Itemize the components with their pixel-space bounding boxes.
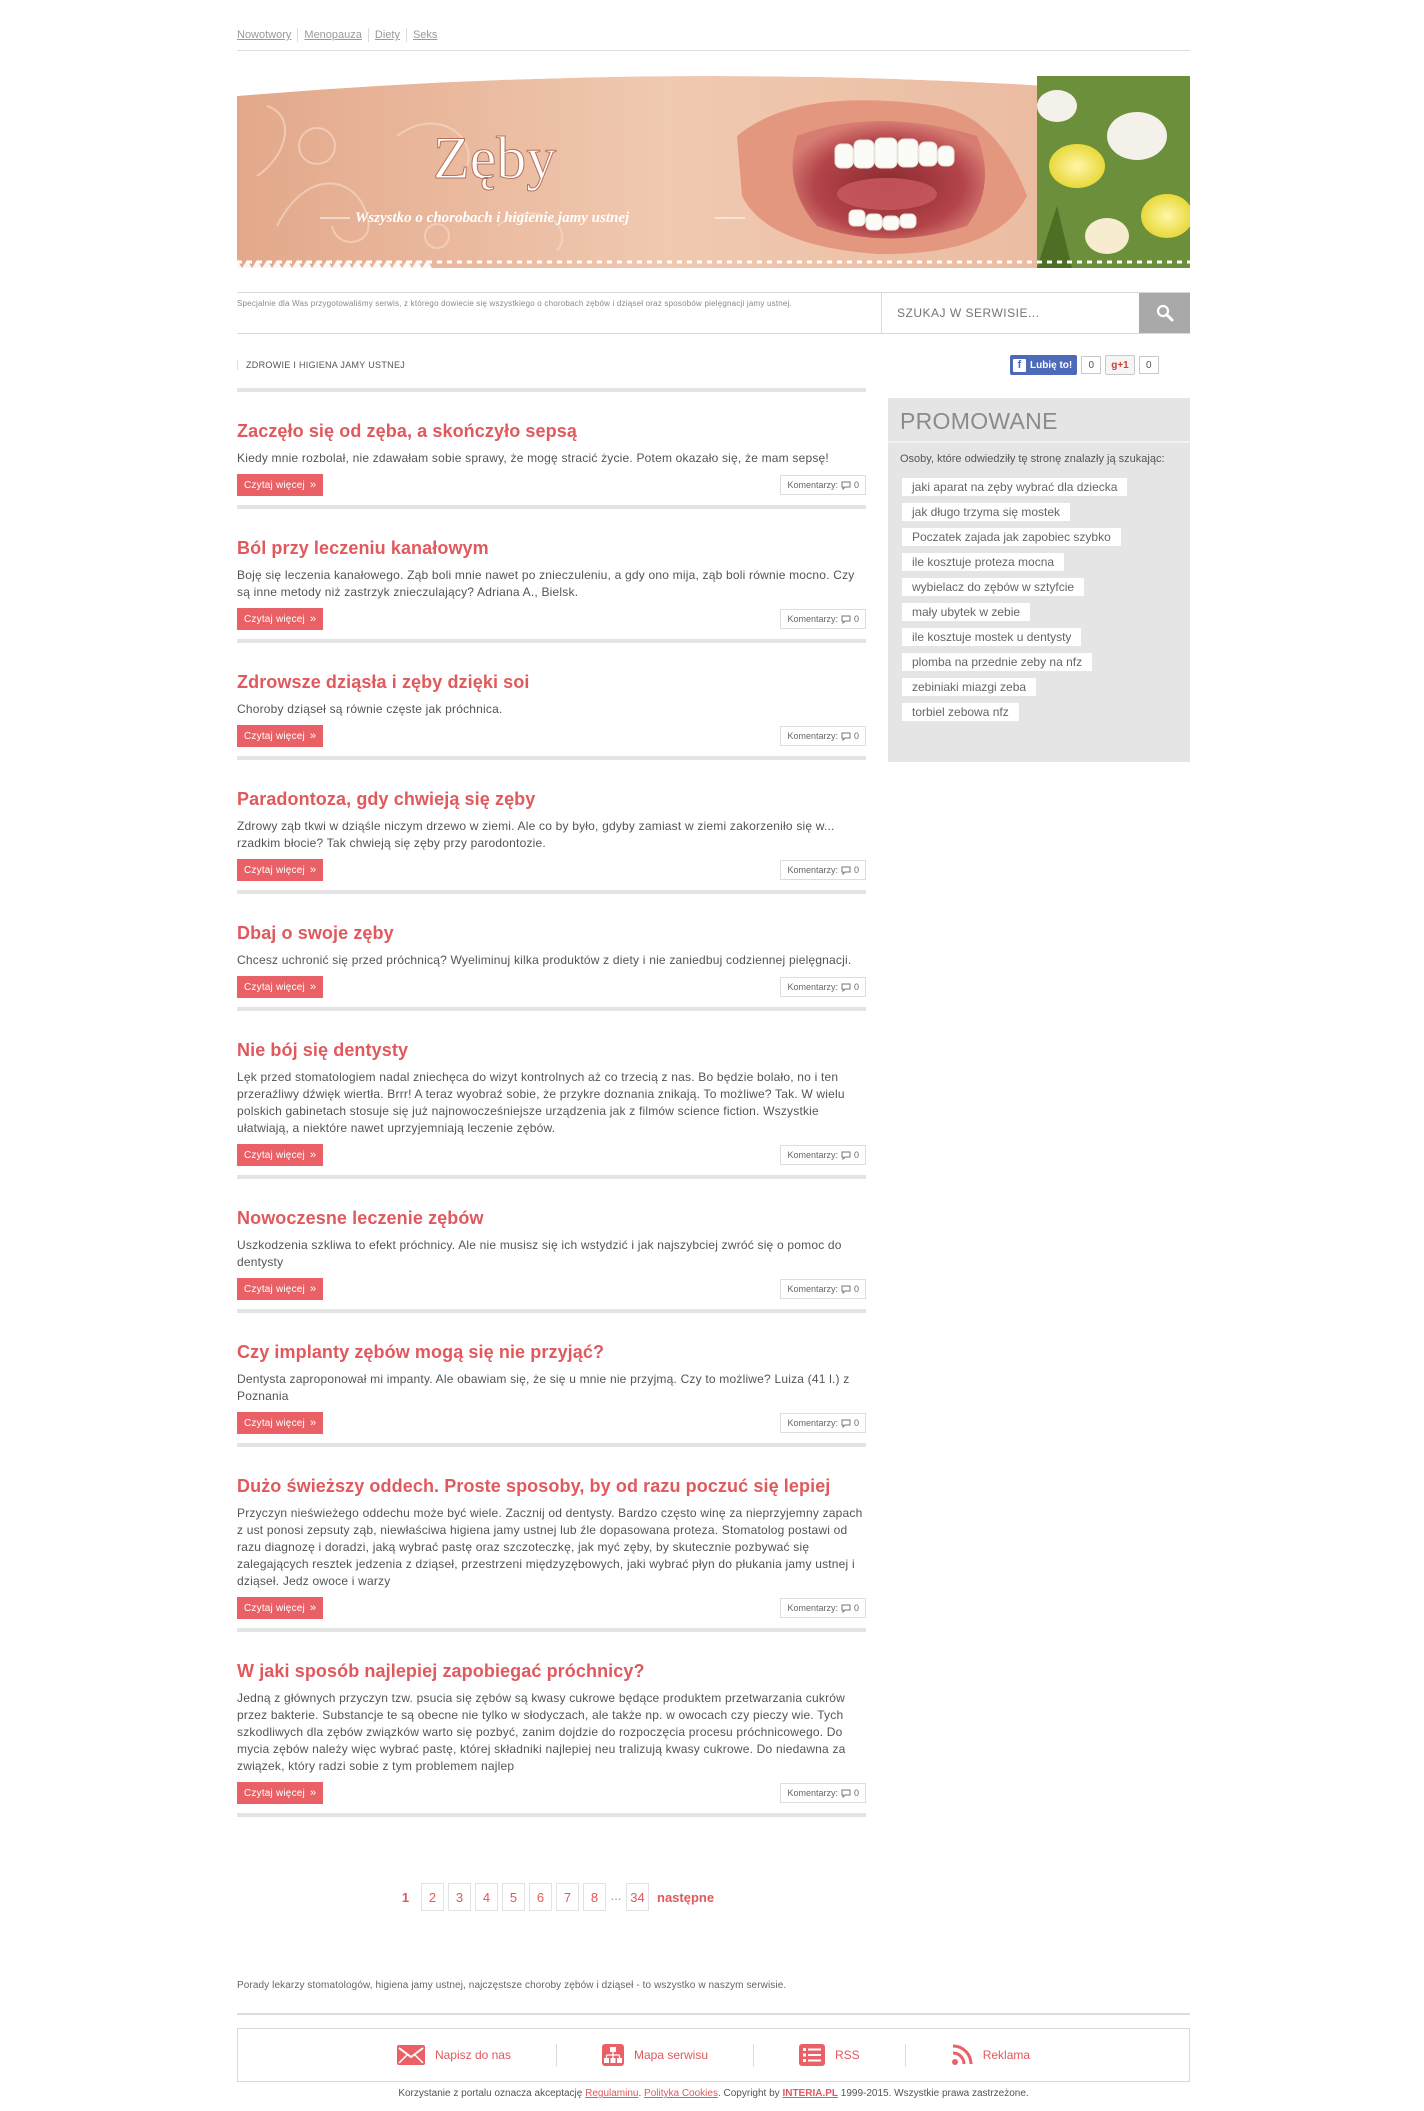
facebook-like-button[interactable] [1010, 355, 1077, 375]
speech-bubble-icon [841, 481, 851, 490]
article-item [237, 1175, 866, 1300]
speech-bubble-icon [841, 1151, 851, 1160]
comments-count[interactable] [780, 977, 866, 997]
footer-link-contact[interactable] [352, 2044, 556, 2066]
intro-bar [237, 292, 1190, 334]
double-chevron-icon: » [309, 1417, 317, 1429]
double-chevron-icon: » [309, 730, 317, 742]
facebook-like-count: 0 [1081, 356, 1101, 374]
breadcrumb-row [237, 354, 1190, 376]
comments-count[interactable] [780, 860, 866, 880]
terms-link[interactable]: Regulaminu [585, 2088, 639, 2099]
footer-description: Porady lekarzy stomatologów, higiena jamy ustnej, najczęstsze choroby zębów i dziąseł - to wszystko w naszym serwisie. [237, 1980, 787, 1991]
comments-label: Komentarzy: [787, 731, 838, 741]
article-excerpt: Uszkodzenia szkliwa to efekt próchnicy. Ale nie musisz się ich wstydzić i jak najszybciej zwróć się o pomoc do dentysty [237, 1238, 842, 1269]
speech-bubble-icon [841, 732, 851, 741]
article-footer [237, 1412, 866, 1434]
read-more-button[interactable] [237, 976, 323, 998]
topnav-link-nowotwory[interactable]: Nowotwory [237, 29, 292, 41]
article-footer [237, 608, 866, 630]
footer-links [237, 2028, 1190, 2082]
page-link-6[interactable]: 6 [529, 1883, 552, 1911]
article-footer [237, 859, 866, 881]
social-buttons [1010, 355, 1159, 375]
speech-bubble-icon [841, 866, 851, 875]
article-footer [237, 1782, 866, 1804]
comments-count[interactable] [780, 1598, 866, 1618]
page-ellipsis: ... [610, 1888, 622, 1903]
page-current: 1 [401, 1889, 410, 1905]
footer-link-rss-label: RSS [835, 2048, 860, 2062]
comments-label: Komentarzy: [787, 982, 838, 992]
article-item [237, 639, 866, 747]
speech-bubble-icon [841, 1789, 851, 1798]
comments-number: 0 [853, 1284, 859, 1294]
speech-bubble-icon [841, 1604, 851, 1613]
comments-count[interactable] [780, 726, 866, 746]
google-plus-icon: g [1111, 359, 1118, 371]
footer-link-ads-label: Reklama [982, 2048, 1031, 2062]
speech-bubble-icon [841, 983, 851, 992]
top-nav [237, 28, 1190, 51]
comments-label: Komentarzy: [787, 480, 838, 490]
facebook-like-label: Lubię to! [1030, 359, 1073, 371]
read-more-button[interactable] [237, 1597, 323, 1619]
footer-divider [237, 2013, 1190, 2015]
double-chevron-icon: » [309, 1787, 317, 1799]
page-link-3[interactable]: 3 [448, 1883, 471, 1911]
article-title[interactable]: W jaki sposób najlepiej zapobiegać próchnicy? [237, 1661, 645, 1681]
comments-count[interactable] [780, 475, 866, 495]
read-more-button[interactable] [237, 1782, 323, 1804]
page-link-8[interactable]: 8 [583, 1883, 606, 1911]
copyright-post: 1999-2015. Wszystkie prawa zastrzeżone. [840, 2088, 1029, 2099]
comments-label: Komentarzy: [787, 1150, 838, 1160]
article-title[interactable]: Zdrowsze dziąsła i zęby dzięki soi [237, 672, 530, 692]
article-item [237, 388, 866, 496]
page-link-7[interactable]: 7 [556, 1883, 579, 1911]
comments-count[interactable] [780, 1783, 866, 1803]
article-item [237, 1443, 866, 1619]
comments-number: 0 [853, 1418, 859, 1428]
comments-number: 0 [853, 1788, 859, 1798]
page-link-5[interactable]: 5 [502, 1883, 525, 1911]
search-tag[interactable]: jak długo trzyma się mostek [902, 503, 1070, 521]
search-tag[interactable]: jaki aparat na zęby wybrać dla dziecka [902, 478, 1127, 496]
article-excerpt: Przyczyn nieświeżego oddechu może być wiele. Zacznij od dentysty. Bardzo często winę za nieprzyjemny zapach z ust ponosi zepsuty ząb, niewłaściwa higiena jamy ustnej lub źle dopasowana proteza. Stomatolog postawi od razu diagnozę i doradzi, jaką wybrać pastę oraz szczoteczkę, jak myć zęby, by skutecznie pozbywać się zalegających resztek jedzenia z dziąseł, przestrzeni międzyzębowych, jaki wybrać płyn do płukania jamy ustnej i dziąseł. Jedz owoce i warzy [237, 1506, 863, 1588]
comments-label: Komentarzy: [787, 1788, 838, 1798]
article-item [237, 505, 866, 630]
comments-count[interactable] [780, 1145, 866, 1165]
list-end-divider [237, 1813, 866, 1817]
copyright-mid: . Copyright by [717, 2088, 780, 2099]
promoted-sidebar [888, 398, 1190, 762]
comments-number: 0 [853, 1603, 859, 1613]
copyright-pre: Korzystanie z portalu oznacza akceptację [398, 2088, 583, 2099]
footer-link-contact-label: Napisz do nas [434, 2048, 511, 2062]
article-excerpt: Choroby dziąseł są równie częste jak próchnica. [237, 702, 503, 716]
read-more-button[interactable] [237, 859, 323, 881]
read-more-button[interactable] [237, 1278, 323, 1300]
read-more-label: Czytaj więcej [244, 1149, 305, 1161]
speech-bubble-icon [841, 1285, 851, 1294]
comments-label: Komentarzy: [787, 1603, 838, 1613]
banner-title: Zęby [433, 125, 557, 191]
facebook-icon: f [1013, 359, 1026, 372]
read-more-label: Czytaj więcej [244, 1602, 305, 1614]
search-tag[interactable]: mały ubytek w zebie [902, 603, 1030, 621]
breadcrumb[interactable]: ZDROWIE I HIGIENA JAMY USTNEJ [237, 360, 405, 370]
cookie-policy-link[interactable]: Polityka Cookies [644, 2088, 718, 2099]
read-more-label: Czytaj więcej [244, 981, 305, 993]
read-more-label: Czytaj więcej [244, 1283, 305, 1295]
article-title[interactable]: Dużo świeższy oddech. Proste sposoby, by od razu poczuć się lepiej [237, 1476, 831, 1496]
page-link-2[interactable]: 2 [421, 1883, 444, 1911]
article-item [237, 756, 866, 881]
search-input[interactable] [882, 293, 1139, 333]
double-chevron-icon: » [309, 1283, 317, 1295]
comments-number: 0 [853, 865, 859, 875]
read-more-label: Czytaj więcej [244, 730, 305, 742]
search-tag[interactable]: wybielacz do zębów w sztyfcie [902, 578, 1084, 596]
article-excerpt: Jedną z głównych przyczyn tzw. psucia się zębów są kwasy cukrowe będące produktem przetwarzania cukrów przez bakterie. Substancje te są obecne nie tylko w słodyczach, ale także np. w owocach czy pieczy wie. Tych szkodliwych dla zębów związków warto się pozbyć, zanim dojdzie do rozpoczęcia procesu próchnicowego. Do mycia zębów należy więc wybrać pastę, której składniki najlepiej neu tralizują kwasy cukrowe. Do niedawna za związek, który radzi sobie z tym problemem najlep [237, 1691, 846, 1773]
double-chevron-icon: » [309, 479, 317, 491]
double-chevron-icon: » [309, 864, 317, 876]
read-more-label: Czytaj więcej [244, 613, 305, 625]
search-tag[interactable]: zebiniaki miazgi zeba [902, 678, 1036, 696]
comments-label: Komentarzy: [787, 865, 838, 875]
read-more-button[interactable] [237, 608, 323, 630]
comments-number: 0 [853, 982, 859, 992]
footer-link-sitemap-label: Mapa serwisu [633, 2048, 709, 2062]
sitemap-icon [602, 2044, 624, 2066]
double-chevron-icon: » [309, 613, 317, 625]
search-tags [888, 466, 1190, 721]
article-footer [237, 1597, 866, 1619]
speech-bubble-icon [841, 615, 851, 624]
next-page-link[interactable]: następne [657, 1889, 715, 1905]
search-tag[interactable]: Poczatek zajada jak zapobiec szybko [902, 528, 1121, 546]
topnav-link-diety[interactable]: Diety [368, 28, 406, 42]
double-chevron-icon: » [309, 1602, 317, 1614]
comments-label: Komentarzy: [787, 1418, 838, 1428]
search-button[interactable] [1139, 293, 1190, 333]
article-title[interactable]: Czy implanty zębów mogą się nie przyjąć? [237, 1342, 605, 1362]
article-footer [237, 474, 866, 496]
read-more-button[interactable] [237, 474, 323, 496]
comments-number: 0 [853, 614, 859, 624]
page-link-4[interactable]: 4 [475, 1883, 498, 1911]
interia-link[interactable]: INTERIA.PL [782, 2088, 839, 2099]
article-item [237, 1309, 866, 1434]
comments-number: 0 [853, 731, 859, 741]
read-more-button[interactable] [237, 725, 323, 747]
search-tag[interactable]: ile kosztuje proteza mocna [902, 553, 1064, 571]
article-excerpt: Dentysta zaproponował mi impanty. Ale obawiam się, że się u mnie nie przyjmą. Czy to możliwe? Luiza (41 l.) z Poznania [237, 1372, 850, 1403]
article-list [237, 388, 866, 1817]
comments-count[interactable] [780, 1279, 866, 1299]
sidebar-intro: Osoby, które odwiedziły tę stronę znalazły ją szukając: [900, 453, 1165, 465]
topnav-link-seks[interactable]: Seks [406, 28, 443, 42]
article-title[interactable]: Nowoczesne leczenie zębów [237, 1208, 484, 1228]
article-excerpt: Boję się leczenia kanałowego. Ząb boli mnie nawet po znieczuleniu, a gdy ono mija, ząb boli równie mocno. Czy są inne metody niż zastrzyk znieczulający? Adriana A., Bielsk. [237, 568, 855, 599]
search-tag[interactable]: torbiel zebowa nfz [902, 703, 1019, 721]
footer-link-ads[interactable] [905, 2044, 1075, 2066]
comments-label: Komentarzy: [787, 614, 838, 624]
google-plus-button[interactable] [1105, 355, 1135, 375]
list-icon [799, 2044, 825, 2066]
pagination [394, 1883, 714, 1911]
comments-count[interactable] [780, 609, 866, 629]
read-more-label: Czytaj więcej [244, 1417, 305, 1429]
double-chevron-icon: » [309, 981, 317, 993]
search-box [881, 293, 1139, 333]
article-footer [237, 1278, 866, 1300]
read-more-label: Czytaj więcej [244, 1787, 305, 1799]
article-title[interactable]: Paradontoza, gdy chwieją się zęby [237, 789, 536, 809]
article-excerpt: Lęk przed stomatologiem nadal zniechęca do wizyt kontrolnych aż co trzecią z nas. Bo będzie bolało, no i ten przeraźliwy dźwięk wiertła. Brrr! A teraz wyobraź sobie, że przykre doznania znikają. To możliwe? Tak. W wielu polskich gabinetach stosuje się już najnowocześniejsze urządzenia jak z filmów science fiction. Wszystkie ułatwiają, a niektóre nawet uprzyjemniają leczenie zębów. [237, 1070, 845, 1135]
article-item [237, 890, 866, 998]
google-plus-label: +1 [1117, 359, 1129, 371]
comments-number: 0 [853, 480, 859, 490]
copyright: Korzystanie z portalu oznacza akceptację Regulaminu. Polityka Cookies. Copyright by INTERIA.PL 1999-2015. Wszystkie prawa zastrzeżone. [398, 2088, 1029, 2099]
site-intro: Specjalnie dla Was przygotowaliśmy serwis, z którego dowiecie się wszystkiego o chorobach zębów i dziąseł oraz sposobów pielęgnacji jamy ustnej. [237, 299, 792, 308]
sidebar-title: PROMOWANE [888, 398, 1190, 443]
comments-label: Komentarzy: [787, 1284, 838, 1294]
speech-bubble-icon [841, 1419, 851, 1428]
page-link-last[interactable]: 34 [626, 1883, 649, 1911]
double-chevron-icon: » [309, 1149, 317, 1161]
comments-count[interactable] [780, 1413, 866, 1433]
article-title[interactable]: Dbaj o swoje zęby [237, 923, 394, 943]
article-footer [237, 725, 866, 747]
article-footer [237, 976, 866, 998]
topnav-link-menopauza[interactable]: Menopauza [297, 28, 368, 42]
article-excerpt: Zdrowy ząb tkwi w dziąśle niczym drzewo w ziemi. Ale co by było, gdyby zamiast w ziemi zakorzeniło się w... rzadkim błocie? Tak chwieją się zęby przy parodontozie. [237, 819, 835, 850]
footer-link-sitemap[interactable] [556, 2044, 753, 2066]
banner-tagline: Wszystko o chorobach i higienie jamy ustnej [355, 210, 630, 226]
article-item [237, 1628, 866, 1804]
banner-image [237, 76, 1190, 268]
search-tag[interactable]: plomba na przednie zeby na nfz [902, 653, 1092, 671]
article-title[interactable]: Nie bój się dentysty [237, 1040, 409, 1060]
read-more-label: Czytaj więcej [244, 864, 305, 876]
rss-icon [951, 2044, 973, 2066]
article-excerpt: Chcesz uchronić się przed próchnicą? Wyeliminuj kilka produktów z diety i nie zaniedbuj codziennej pielęgnacji. [237, 953, 852, 967]
footer-link-rss[interactable] [753, 2044, 905, 2066]
article-title[interactable]: Ból przy leczeniu kanałowym [237, 538, 489, 558]
search-icon [1156, 304, 1174, 322]
google-plus-count: 0 [1139, 356, 1159, 374]
article-excerpt: Kiedy mnie rozbolał, nie zdawałam sobie sprawy, że mogę stracić życie. Potem okazało się, że mam sepsę! [237, 451, 829, 465]
search-tag[interactable]: ile kosztuje mostek u dentysty [902, 628, 1081, 646]
read-more-button[interactable] [237, 1144, 323, 1166]
article-footer [237, 1144, 866, 1166]
article-title[interactable]: Zaczęło się od zęba, a skończyło sepsą [237, 421, 577, 441]
envelope-icon [397, 2045, 425, 2065]
article-item [237, 1007, 866, 1166]
comments-number: 0 [853, 1150, 859, 1160]
header-banner[interactable] [237, 76, 1190, 268]
read-more-button[interactable] [237, 1412, 323, 1434]
read-more-label: Czytaj więcej [244, 479, 305, 491]
